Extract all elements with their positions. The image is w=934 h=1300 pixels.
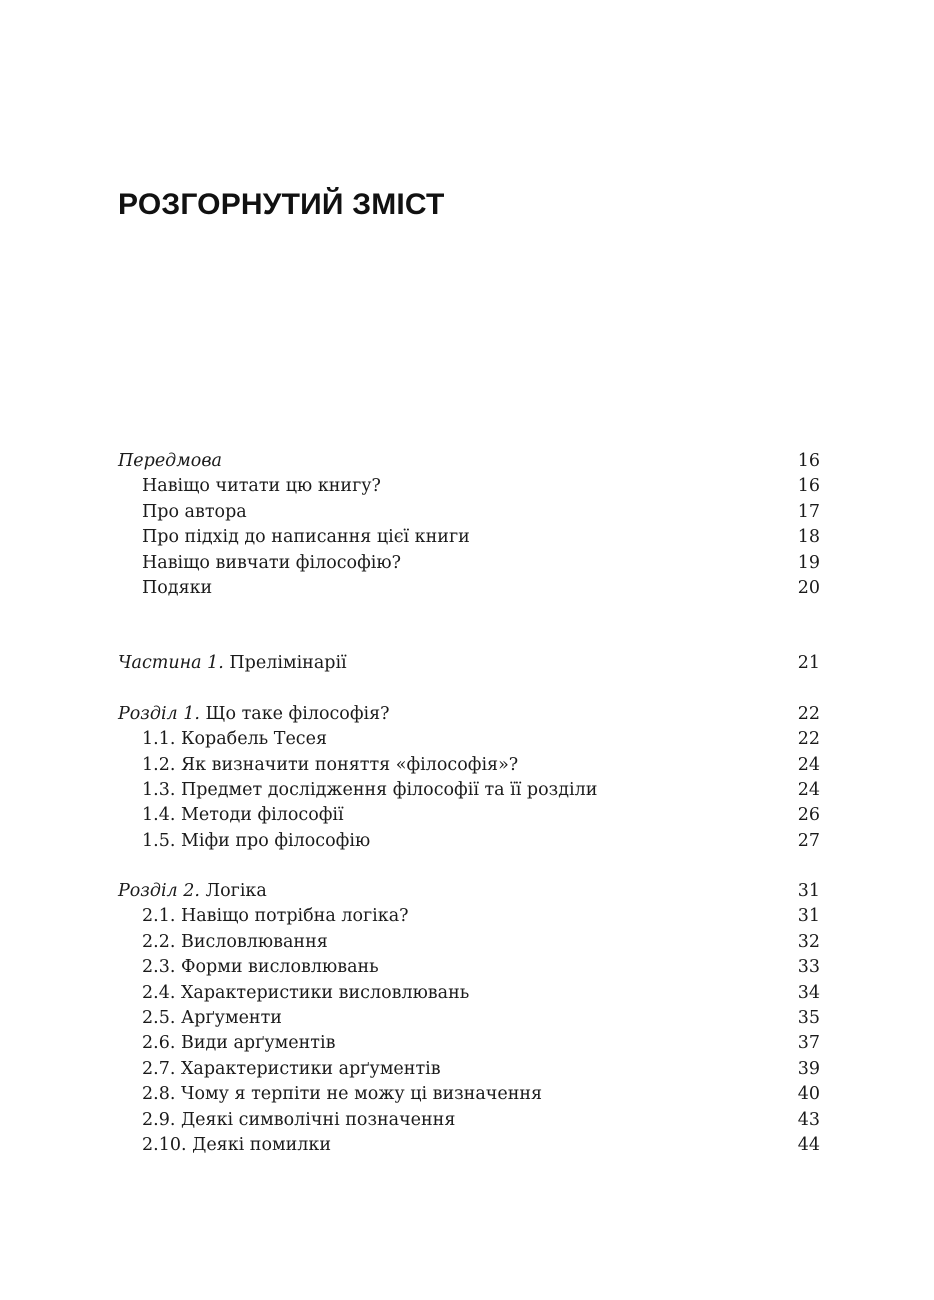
toc-subentry[interactable] — [118, 1031, 820, 1056]
toc-entry-label: Про автора — [142, 501, 247, 522]
toc-entry-label: 1.4. Методи філософії — [142, 805, 344, 826]
page-title: РОЗГОРНУТИЙ ЗМІСТ — [118, 188, 445, 221]
toc-entry-label: Передмова — [118, 451, 222, 471]
toc-entry-title: Прелімінарії — [223, 653, 347, 674]
toc-page-number: 31 — [797, 906, 820, 927]
toc-entry-label: 2.1. Навіщо потрібна логіка? — [142, 906, 409, 927]
toc-subentry[interactable] — [118, 753, 820, 778]
toc-page-number: 24 — [797, 754, 820, 775]
toc-entry-label — [118, 702, 390, 727]
toc-subentry[interactable] — [118, 474, 820, 499]
toc-entry-prefix: Частина 1. — [118, 653, 224, 674]
toc-page-number: 16 — [797, 451, 820, 471]
toc-page-number: 22 — [797, 703, 820, 724]
toc-page-number: 39 — [797, 1058, 820, 1079]
toc-subentry[interactable] — [118, 551, 820, 576]
toc-page-number: 19 — [797, 552, 820, 573]
toc-page-number: 35 — [797, 1008, 820, 1029]
toc-entry-part-1[interactable] — [118, 651, 820, 676]
toc-entry-title: Логіка — [199, 881, 267, 902]
toc-spacer — [118, 601, 820, 651]
toc-entry-label: 2.5. Арґументи — [142, 1008, 282, 1029]
toc-subentry[interactable] — [118, 1108, 820, 1133]
toc-subentry[interactable] — [118, 778, 820, 803]
toc-page-number: 27 — [797, 830, 820, 851]
toc-entry-preface[interactable] — [118, 449, 820, 474]
toc-page-number: 40 — [797, 1084, 820, 1105]
toc-subentry[interactable] — [118, 803, 820, 828]
toc-subentry[interactable] — [118, 930, 820, 955]
table-of-contents — [118, 449, 820, 1158]
toc-entry-label: 2.2. Висловлювання — [142, 931, 328, 952]
toc-entry-prefix: Розділ 1. — [118, 703, 200, 724]
toc-page-number: 21 — [797, 653, 820, 674]
toc-subentry[interactable] — [118, 829, 820, 854]
toc-subentry[interactable] — [118, 955, 820, 980]
toc-page-number: 44 — [797, 1134, 820, 1155]
toc-entry-title: Що таке філософія? — [199, 703, 390, 724]
toc-spacer — [118, 854, 820, 879]
toc-entry-label: 1.3. Предмет дослідження філософії та її розділи — [142, 779, 598, 800]
toc-entry-label: 1.2. Як визначити поняття «філософія»? — [142, 754, 519, 775]
toc-subentry[interactable] — [118, 525, 820, 550]
toc-page-number: 34 — [797, 982, 820, 1003]
toc-entry-label: 2.8. Чому я терпіти не можу ці визначення — [142, 1084, 543, 1105]
toc-entry-label: 2.7. Характеристики арґументів — [142, 1058, 441, 1079]
toc-entry-label: 2.6. Види арґументів — [142, 1033, 336, 1054]
toc-entry-label: Навіщо читати цю книгу? — [142, 476, 381, 497]
toc-subentry[interactable] — [118, 1057, 820, 1082]
toc-page-number: 31 — [797, 881, 820, 902]
toc-page-number: 32 — [797, 931, 820, 952]
toc-subentry[interactable] — [118, 1006, 820, 1031]
toc-page-number: 22 — [797, 729, 820, 750]
toc-page-number: 16 — [797, 476, 820, 497]
toc-entry-label: Про підхід до написання цієї книги — [142, 527, 470, 548]
toc-subentry[interactable] — [118, 981, 820, 1006]
toc-entry-label: Навіщо вивчати філософію? — [142, 552, 401, 573]
toc-entry-label: 1.5. Міфи про філософію — [142, 830, 371, 851]
toc-entry-label: 1.1. Корабель Тесея — [142, 729, 327, 750]
toc-entry-label — [118, 879, 267, 904]
toc-entry-label: 2.4. Характеристики висловлювань — [142, 982, 470, 1003]
toc-page-number: 24 — [797, 779, 820, 800]
toc-page-number: 37 — [797, 1033, 820, 1054]
toc-entry-label: Подяки — [142, 577, 213, 598]
toc-page-number: 20 — [797, 577, 820, 598]
toc-entry-label — [118, 651, 347, 676]
toc-page-number: 18 — [797, 527, 820, 548]
toc-page-number: 43 — [797, 1109, 820, 1130]
toc-subentry[interactable] — [118, 576, 820, 601]
toc-page-number: 26 — [797, 805, 820, 826]
toc-entry-chapter-2[interactable] — [118, 879, 820, 904]
toc-subentry[interactable] — [118, 1082, 820, 1107]
toc-page-number: 33 — [797, 957, 820, 978]
toc-entry-label: 2.3. Форми висловлювань — [142, 957, 379, 978]
toc-subentry[interactable] — [118, 904, 820, 929]
toc-entry-label: 2.10. Деякі помилки — [142, 1134, 332, 1155]
toc-entry-prefix: Розділ 2. — [118, 881, 200, 902]
toc-spacer — [118, 677, 820, 702]
toc-subentry[interactable] — [118, 727, 820, 752]
toc-page-number: 17 — [797, 501, 820, 522]
toc-entry-label: 2.9. Деякі символічні позначення — [142, 1109, 456, 1130]
toc-entry-chapter-1[interactable] — [118, 702, 820, 727]
toc-subentry[interactable] — [118, 500, 820, 525]
toc-subentry[interactable] — [118, 1133, 820, 1158]
